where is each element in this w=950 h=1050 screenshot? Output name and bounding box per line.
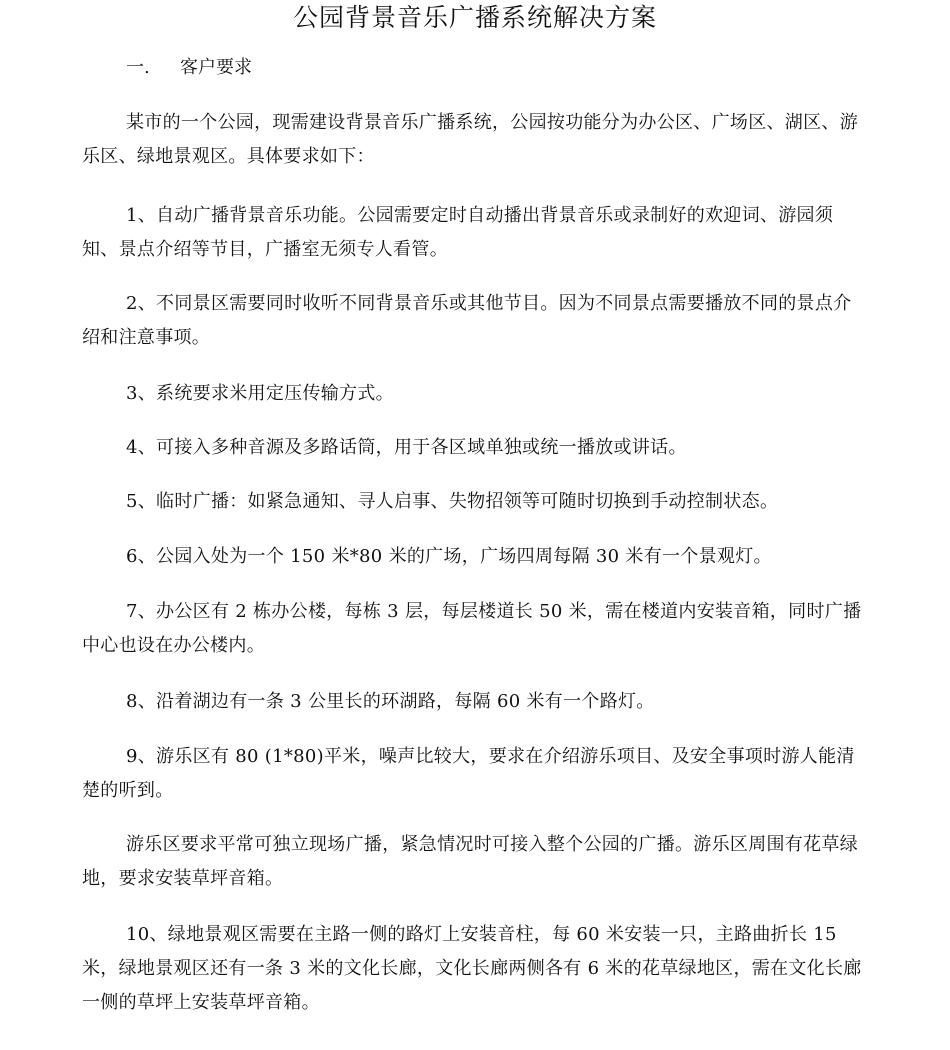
paragraph-item-9: 9、游乐区有 80 (1*80)平米，噪声比较大，要求在介绍游乐项目、及安全事项时游人能清楚的听到。	[82, 746, 855, 801]
paragraph-item-5: 5、临时广播：如紧急通知、寻人启事、失物招领等可随时切换到手动控制状态。	[126, 491, 779, 512]
document-title: 公园背景音乐广播系统解决方案	[292, 3, 657, 32]
paragraph-item-7: 7、办公区有 2 栋办公楼，每栋 3 层，每层楼道长 50 米，需在楼道内安装音箱，同时广播中心也设在办公楼内。	[82, 601, 862, 656]
section-number: 一.	[126, 57, 150, 78]
paragraph-intro: 某市的一个公园，现需建设背景音乐广播系统，公园按功能分为办公区、广场区、湖区、游乐区、绿地景观区。具体要求如下：	[82, 112, 858, 167]
paragraph-item-1: 1、自动广播背景音乐功能。公园需要定时自动播出背景音乐或录制好的欢迎词、游园须知、景点介绍等节目，广播室无须专人看管。	[82, 205, 834, 260]
section-heading	[126, 55, 252, 81]
paragraph-item-2: 2、不同景区需要同时收听不同背景音乐或其他节目。因为不同景点需要播放不同的景点介绍和注意事项。	[82, 293, 852, 348]
paragraph-item-6: 6、公园入处为一个 150 米*80 米的广场，广场四周每隔 30 米有一个景观灯。	[126, 546, 772, 567]
paragraph-item-3: 3、系统要求米用定压传输方式。	[126, 383, 394, 404]
paragraph-item-4: 4、可接入多种音源及多路话筒，用于各区域单独或统一播放或讲话。	[126, 437, 687, 458]
paragraph-item-10: 10、绿地景观区需要在主路一侧的路灯上安装音柱，每 60 米安装一只，主路曲折长 15 米，绿地景观区还有一条 3 米的文化长廊，文化长廊两侧各有 6 米的花草绿地区，需在文化长廊一侧的草坪上安装草坪音箱。	[82, 924, 862, 1013]
paragraph-item-8: 8、沿着湖边有一条 3 公里长的环湖路，每隔 60 米有一个路灯。	[126, 691, 655, 712]
paragraph-play-area: 游乐区要求平常可独立现场广播，紧急情况时可接入整个公园的广播。游乐区周围有花草绿地，要求安装草坪音箱。	[82, 834, 858, 889]
section-label: 客户要求	[180, 57, 252, 78]
